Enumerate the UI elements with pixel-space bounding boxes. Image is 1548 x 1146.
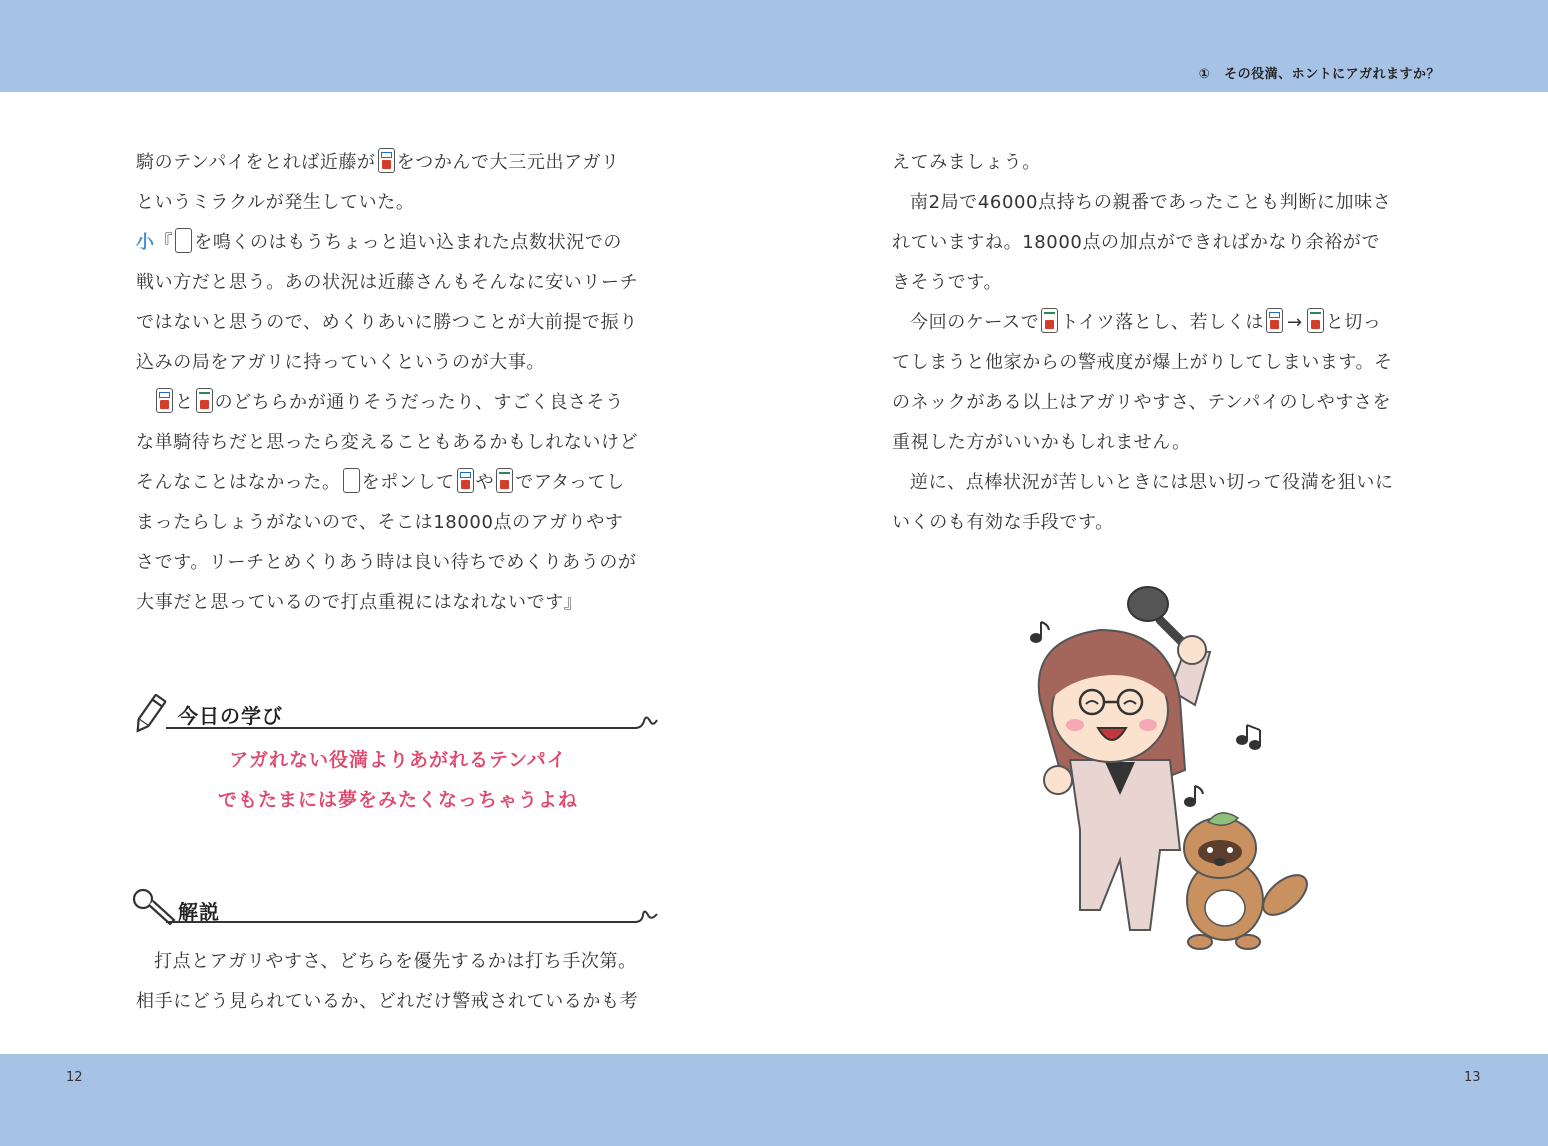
mahjong-tile-icon xyxy=(1041,308,1058,333)
learning-title: 今日の学び xyxy=(178,704,283,728)
right-column xyxy=(892,143,1416,543)
text-line: 小『 を鳴くのはもうちょっと追い込まれた点数状況での xyxy=(136,223,660,263)
text-line: えてみましょう。 xyxy=(892,152,1041,173)
commentary-body xyxy=(136,942,660,1022)
singing-woman-and-raccoon-illustration xyxy=(1020,580,1320,960)
music-note-icon xyxy=(1237,725,1260,749)
text-line: というミラクルが発生していた。 xyxy=(136,192,415,213)
arrow: → xyxy=(1287,312,1303,333)
blank-tile-icon xyxy=(175,228,192,253)
text-line: てしまうと他家からの警戒度が爆上がりしてしまいます。そ xyxy=(892,352,1393,373)
music-note-icon xyxy=(1185,786,1203,806)
text-line: 戦い方だと思う。あの状況は近藤さんもそんなに安いリーチ xyxy=(136,272,639,293)
chapter-number: ① xyxy=(1198,67,1211,82)
text-line: いくのも有効な手段です。 xyxy=(892,512,1114,533)
commentary-section-header xyxy=(130,886,660,936)
mahjong-tile-icon xyxy=(457,468,474,493)
page-number-right: 13 xyxy=(1464,1070,1481,1085)
commentary-title: 解説 xyxy=(178,900,220,924)
chapter-title: その役満、ホントにアガれますか？ xyxy=(1224,67,1440,82)
mahjong-tile-icon xyxy=(1307,308,1324,333)
text-line: まったらしょうがないので、そこは18000点のアガりやす xyxy=(136,512,624,533)
text-line: 込みの局をアガリに持っていくというのが大事。 xyxy=(136,352,546,373)
text-line: きそうです。 xyxy=(892,272,1003,293)
left-column xyxy=(136,143,660,623)
running-header xyxy=(1199,63,1440,82)
mahjong-tile-icon xyxy=(156,388,173,413)
bottom-band xyxy=(0,1054,1548,1146)
text-line: 大事だと思っているので打点重視にはなれないです』 xyxy=(136,592,583,613)
text-line: そんなことはなかった。 をポンして や でアタってし xyxy=(136,463,660,503)
mahjong-tile-icon xyxy=(378,148,395,173)
learning-line: アガれない役満よりあがれるテンパイ xyxy=(229,749,567,771)
page-number-left: 12 xyxy=(66,1070,83,1085)
text-line: さです。リーチとめくりあう時は良い待ちでめくりあうのが xyxy=(136,552,637,573)
text-line: ではないと思うので、めくりあいに勝つことが大前提で振り xyxy=(136,312,638,333)
text-line: 今回のケースで トイツ落とし、若しくは → と切っ xyxy=(892,303,1416,343)
learning-section-header xyxy=(130,690,660,740)
text-line: 重視した方がいいかもしれません。 xyxy=(892,432,1191,453)
speaker-mark: 小 xyxy=(136,232,155,253)
text-line: と のどちらかが通りそうだったり、すごく良さそう xyxy=(136,383,660,423)
raccoon-icon xyxy=(1184,813,1314,949)
text-line: な単騎待ちだと思ったら変えることもあるかもしれないけど xyxy=(136,432,639,453)
blank-tile-icon xyxy=(343,468,360,493)
text-line: れていますね。18000点の加点ができればかなり余裕がで xyxy=(892,232,1381,253)
mahjong-tile-icon xyxy=(496,468,513,493)
learning-line: でもたまには夢をみたくなっちゃうよね xyxy=(217,789,578,811)
text-line: 南2局で46000点持ちの親番であったことも判断に加味さ xyxy=(910,192,1392,213)
text-line: 逆に、点棒状況が苦しいときには思い切って役満を狙いに xyxy=(910,472,1394,493)
mahjong-tile-icon xyxy=(1266,308,1283,333)
mahjong-tile-icon xyxy=(196,388,213,413)
music-note-icon xyxy=(1031,622,1049,642)
text-line: 打点とアガリやすさ、どちらを優先するかは打ち手次第。 xyxy=(154,951,637,972)
text-line: 騎のテンパイをとれば近藤が をつかんで大三元出アガリ xyxy=(136,143,660,183)
text-line: のネックがある以上はアガリやすさ、テンパイのしやすさを xyxy=(892,392,1392,413)
text-line: 相手にどう見られているか、どれだけ警戒されているかも考 xyxy=(136,991,639,1012)
